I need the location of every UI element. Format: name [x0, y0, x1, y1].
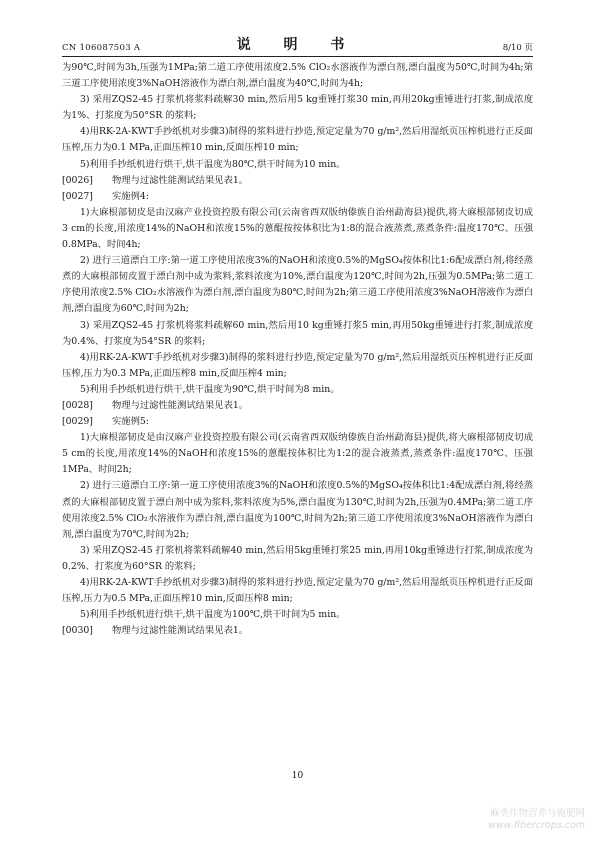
paragraph: 5)利用手抄纸机进行烘干,烘干温度为100℃,烘干时间为5 min。	[80, 609, 346, 621]
paragraph: 3) 采用ZQS2-45 打浆机将浆料疏解60 min,然后用10 kg重锤打浆5 min,再用50kg重锤进行打浆,制成浓度为0.4%、打浆度为54°SR 的浆料;	[62, 319, 533, 347]
document-body	[62, 60, 533, 639]
paragraph: 3) 采用ZQS2-45 打浆机将浆料疏解30 min,然后用5 kg重锤打浆30 min,再用20kg重锤进行打浆,制成浓度为1%、打浆度为50°SR 的浆料;	[62, 94, 533, 122]
paragraph-number: [0027]	[62, 190, 93, 202]
paragraph: 1)大麻根部韧皮是由汉麻产业投资控股有限公司(云南省西双版纳傣族自治州勐海县)提供,将大麻根部韧皮切成3 cm的长度,用浓度14%的NaOH和浓度15%的蒽醌按按体积比为1:8的混合液蒸煮,蒸煮条件:温度170℃、压强0.8MPa、时间4h;	[62, 206, 533, 251]
numbered-paragraph	[62, 414, 533, 430]
paragraph-text: 实施例4:	[112, 190, 149, 202]
paragraph: 1)大麻根部韧皮是由汉麻产业投资控股有限公司(云南省西双版纳傣族自治州勐海县)提供,将大麻根部韧皮切成5 cm的长度,用浓度14%的NaOH和浓度15%的蒽醌按体积比为1:2的混合液蒸煮,蒸煮条件:温度170℃、压强1MPa、时间2h;	[62, 432, 533, 476]
paragraph: 4)用RK-2A-KWT手抄纸机对步骤3)制得的浆料进行抄造,预定定量为70 g/m²,然后用湿纸页压榨机进行正反面压榨,压力为0.1 MPa,正面压榨10 min,反面压榨10 min;	[62, 126, 533, 154]
paragraph: 3) 采用ZQS2-45 打浆机将浆料疏解40 min,然后用5kg重锤打浆25 min,再用10kg重锤进行打浆,制成浓度为0.2%、打浆度为60°SR 的浆料;	[62, 544, 533, 572]
paragraph-text: 物理与过滤性能测试结果见表1。	[112, 174, 249, 186]
paragraph-text: 物理与过滤性能测试结果见表1。	[112, 625, 249, 637]
watermark-url: www.fibercrops.com	[488, 820, 585, 831]
page-number: 10	[291, 771, 304, 781]
paragraph: 5)利用手抄纸机进行烘干,烘干温度为80℃,烘干时间为10 min。	[80, 158, 346, 170]
paragraph-text: 物理与过滤性能测试结果见表1。	[112, 399, 249, 411]
page-header	[62, 34, 533, 57]
paragraph: 为90℃,时间为3h,压强为1MPa;第二道工序使用浓度2.5% ClO₂水溶液作为漂白剂,漂白温度为50℃,时间为4h;第三道工序使用浓度3%NaOH溶液作为漂白剂,漂白温度为40℃,时间为4h;	[62, 62, 533, 90]
numbered-paragraph	[62, 623, 533, 639]
paragraph-number: [0029]	[62, 416, 93, 428]
page-indicator: 8/10 页	[502, 43, 533, 53]
page-footer	[0, 771, 595, 781]
patent-number: CN 106087503 A	[62, 43, 141, 53]
paragraph: 4)用RK-2A-KWT手抄纸机对步骤3)制得的浆料进行抄造,预定定量为70 g/m²,然后用湿纸页压榨机进行正反面压榨,压力为0.5 MPa,正面压榨10 min,反面压榨8 min;	[62, 577, 533, 605]
paragraph: 2) 进行三道漂白工序:第一道工序使用浓度3%的NaOH和浓度0.5%的MgSO₄按体积比1:6配成漂白剂,将经蒸煮的大麻根部韧皮置于漂白剂中成为浆料,浆料浓度为10%,漂白温度为120℃,时间为2h,压强为0.5MPa;第二道工序使用浓度2.5% ClO₂水溶液作为漂白剂,漂白温度为80℃,时间为2h;第三道工序使用浓度3%NaOH溶液作为漂白剂,漂白温度为60℃,时间为2h;	[62, 255, 533, 315]
numbered-paragraph	[62, 189, 533, 205]
paragraph-text: 实施例5:	[112, 416, 149, 428]
paragraph: 2) 进行三道漂白工序:第一道工序使用浓度3%的NaOH和浓度0.5%的MgSO₄按体积比1:4配成漂白剂,将经蒸煮的大麻根部韧皮置于漂白剂中成为浆料,浆料浓度为5%,漂白温度为130℃,时间为2h,压强为0.4MPa;第二道工序使用浓度2.5% ClO₂水溶液作为漂白剂,漂白温度为100℃,时间为2h;第三道工序使用浓度3%NaOH溶液作为漂白剂,漂白温度为70℃,时间为2h;	[62, 480, 533, 540]
paragraph: 4)用RK-2A-KWT手抄纸机对步骤3)制得的浆料进行抄造,预定定量为70 g/m²,然后用湿纸页压榨机进行正反面压榨,压力为0.3 MPa,正面压榨8 min,反面压榨4 min;	[62, 351, 533, 379]
numbered-paragraph	[62, 173, 533, 189]
paragraph-number: [0030]	[62, 625, 93, 637]
paragraph: 5)利用手抄纸机进行烘干,烘干温度为90℃,烘干时间为8 min。	[80, 383, 340, 395]
watermark-site-name: 麻类作物营养与施肥网	[489, 808, 585, 819]
document-title: 说 明 书	[236, 37, 359, 53]
paragraph-number: [0026]	[62, 174, 93, 186]
watermark	[488, 808, 585, 832]
paragraph-number: [0028]	[62, 399, 93, 411]
numbered-paragraph	[62, 398, 533, 414]
